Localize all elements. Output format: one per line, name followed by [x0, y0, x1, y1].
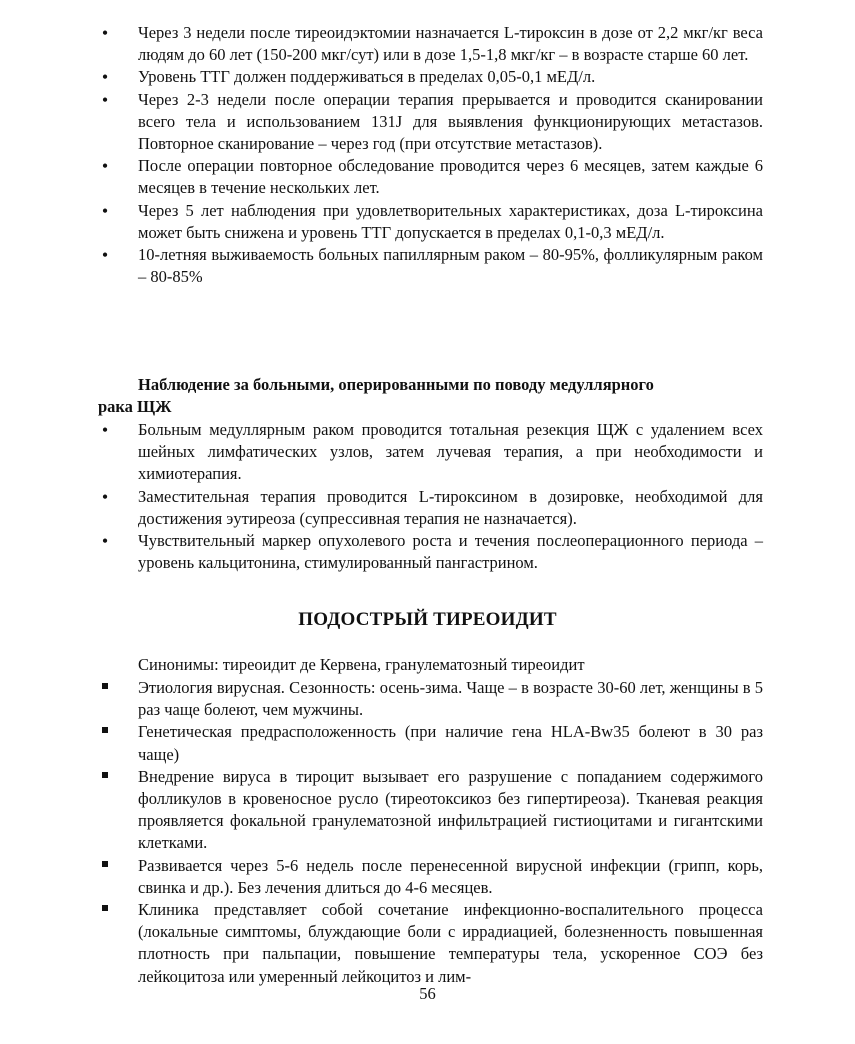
list-item: • Через 2-3 недели после операции терапия прерывается и проводится сканировании всего тела и использованием 131J для выявления функционирующих метастазов. Повторное сканирование – через год (при отсутствие метастазов).: [0, 89, 855, 156]
postop-followup-list: [0, 22, 855, 288]
section-title-block: [0, 609, 855, 631]
bullet-icon: [98, 89, 112, 113]
square-bullet-icon: [98, 899, 112, 921]
list-item: • Заместительная терапия проводится L-тироксином в дозировке, необходимой для достижения эутиреоза (супрессивная терапия не назначается).: [0, 486, 855, 530]
list-item: Этиология вирусная. Сезонность: осень-зима. Чаще – в возрасте 30-60 лет, женщины в 5 раз чаще болеют, чем мужчины.: [0, 677, 855, 721]
square-bullet-icon: [98, 766, 112, 788]
list-item: • Уровень ТТГ должен поддерживаться в пределах 0,05-0,1 мЕД/л.: [0, 66, 855, 88]
bullet-icon: [98, 22, 112, 46]
list-item: • Чувствительный маркер опухолевого роста и течения послеоперационного периода – уровень кальцитонина, стимулированный пангастрином.: [0, 530, 855, 574]
square-bullet-icon: [98, 721, 112, 743]
bullet-icon: [98, 419, 112, 443]
subacute-thyroiditis-list: [0, 677, 855, 988]
synonyms-block: [0, 654, 855, 676]
synonyms-text: Синонимы: тиреоидит де Кервена, гранулематозный тиреоидит: [138, 655, 585, 674]
list-item: Клиника представляет собой сочетание инфекционно-воспалительного процесса (локальные симптомы, блуждающие боли с иррадиацией, болезненность повышенная плотность при пальпации, повышение температуры тела, ускоренное СОЭ без лейкоцитоза или умеренный лейкоцитоз и лим-: [0, 899, 855, 988]
square-bullet-icon: [98, 677, 112, 699]
square-bullet-icon: [98, 855, 112, 877]
bullet-icon: [98, 200, 112, 224]
list-item: Внедрение вируса в тироцит вызывает его разрушение с попаданием содержимого фолликулов в кровеносное русло (тиреотоксикоз без гипертиреоза). Тканевая реакция проявляется фокальной гранулематозной инфильтрацией гистиоцитами и гигантскими клетками.: [0, 766, 855, 855]
list-item: • 10-летняя выживаемость больных папиллярным раком – 80-95%, фолликулярным раком – 80-85%: [0, 244, 855, 288]
page-number-block: [0, 983, 855, 1005]
section-title: ПОДОСТРЫЙ ТИРЕОИДИТ: [298, 609, 557, 630]
bullet-icon: [98, 66, 112, 90]
bullet-icon: [98, 244, 112, 268]
heading-line-2: рака ЩЖ: [98, 397, 172, 417]
list-item: • Через 5 лет наблюдения при удовлетворительных характеристиках, доза L-тироксина может быть снижена и уровень ТТГ допускается в пределах 0,1-0,3 мЕД/л.: [0, 200, 855, 244]
list-item: Развивается через 5-6 недель после перенесенной вирусной инфекции (грипп, корь, свинка и др.). Без лечения длиться до 4-6 месяцев.: [0, 855, 855, 899]
list-item: • Больным медуллярным раком проводится тотальная резекция ЩЖ с удалением всех шейных лимфатических узлов, затем лучевая терапия, а при необходимости и химиотерапия.: [0, 419, 855, 486]
list-item: • После операции повторное обследование проводится через 6 месяцев, затем каждые 6 месяцев в течение нескольких лет.: [0, 155, 855, 199]
medullary-followup-heading: [0, 374, 855, 418]
bullet-icon: [98, 155, 112, 179]
bullet-icon: [98, 530, 112, 554]
medullary-followup-list: [0, 419, 855, 574]
page-number: 56: [419, 984, 436, 1003]
list-item: • Через 3 недели после тиреоидэктомии назначается L-тироксин в дозе от 2,2 мкг/кг веса людям до 60 лет (150-200 мкг/сут) или в дозе 1,5-1,8 мкг/кг – в возрасте старше 60 лет.: [0, 22, 855, 66]
bullet-icon: [98, 486, 112, 510]
list-item: Генетическая предрасположенность (при наличие гена HLA-Bw35 болеют в 30 раз чаще): [0, 721, 855, 765]
heading-line-1: Наблюдение за больными, оперированными по поводу медуллярного: [138, 375, 654, 394]
